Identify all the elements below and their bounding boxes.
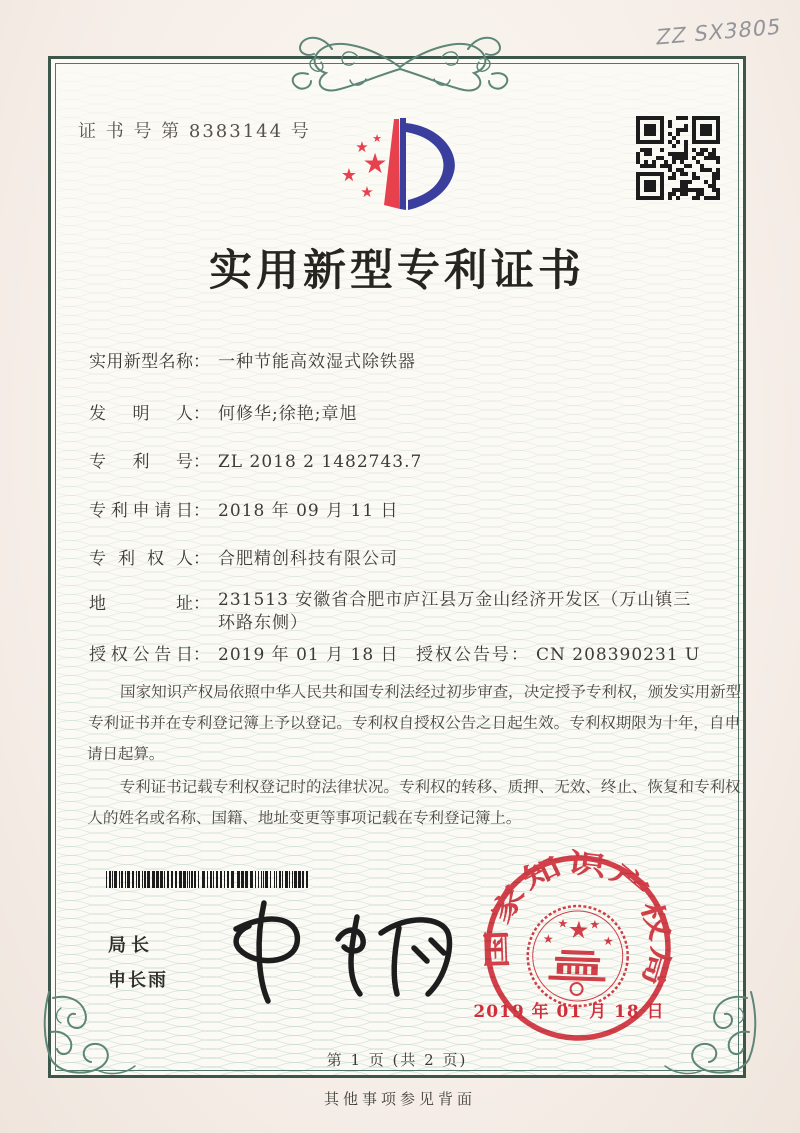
cnipa-logo-icon — [328, 109, 478, 237]
logo-bowl — [406, 123, 455, 210]
qr-code — [636, 116, 720, 200]
legal-paragraph: 国家知识产权局依照中华人民共和国专利法经过初步审查，决定授予专利权，颁发实用新型专利证书并在专利登记簿上予以登记。专利权自授权公告之日起生效。专利权期限为十年，自申请日起算。 — [86, 683, 742, 763]
certificate-number: 证 书 号 第 8383144 号 — [78, 121, 311, 142]
field-value: 2018 年 09 月 11 日 — [218, 501, 399, 521]
field-row-address: 地址： 231513 安徽省合肥市庐江县万金山经济开发区（万山镇三环路东侧） — [89, 589, 698, 635]
legal-paragraph: 专利证书记载专利权登记时的法律状况。专利权的转移、质押、无效、终止、恢复和专利权人的姓名或名称、国籍、地址变更等事项记载在专利登记簿上。 — [87, 778, 741, 827]
star-icon: ★ — [567, 915, 590, 945]
handwritten-code: ZZ SX3805 — [655, 14, 784, 50]
field-label: 地址 — [89, 594, 193, 614]
seal-text: 国家知识产权局 — [481, 847, 677, 981]
field-value: CN 208390231 U — [536, 645, 701, 665]
field-label: 实用新型名称 — [89, 352, 193, 372]
legal-text — [88, 677, 740, 836]
field-label: 专利号 — [89, 452, 193, 472]
national-emblem — [526, 904, 629, 1007]
field-value: ZL 2018 2 1482743.7 — [218, 452, 423, 472]
field-value: 231513 安徽省合肥市庐江县万金山经济开发区（万山镇三环路东侧） — [218, 590, 692, 633]
field-row-patentee: 专利权人： 合肥精创科技有限公司 — [89, 544, 398, 569]
certificate-title: 实用新型专利证书 — [209, 246, 585, 296]
back-side-note: 其他事项参见背面 — [323, 1090, 476, 1108]
field-label: 专利申请日 — [89, 501, 193, 521]
star-icon: ★ — [557, 916, 569, 931]
field-label: 授权公告日 — [89, 645, 193, 665]
field-row-name: 实用新型名称： 一种节能高效湿式除铁器 — [89, 347, 416, 372]
star-icon: ★ — [589, 917, 601, 932]
star-icon: ★ — [340, 165, 358, 186]
field-row-filing-date: 专利申请日： 2018 年 09 月 11 日 — [89, 496, 399, 521]
field-value: 合肥精创科技有限公司 — [218, 549, 398, 569]
director-name: 申长雨 — [108, 970, 168, 991]
field-label: 发明人 — [89, 404, 193, 424]
field-pair-grant-no: 授权公告号： CN 208390231 U — [416, 645, 701, 665]
field-value: 2019 年 01 月 18 日 — [218, 645, 399, 665]
seal-date: 2019 年 01 月 18 日 — [473, 1002, 665, 1022]
star-icon: ★ — [542, 931, 554, 947]
director-signature — [218, 897, 463, 1012]
field-value: 何修华;徐艳;章旭 — [218, 404, 358, 424]
director-title: 局长 — [108, 935, 154, 956]
page-indicator: 第 1 页 (共 2 页) — [326, 1051, 468, 1069]
field-row-inventors: 发明人： 何修华;徐艳;章旭 — [89, 399, 357, 424]
logo-bar — [400, 118, 406, 210]
star-icon: ★ — [602, 933, 614, 949]
star-icon: ★ — [355, 138, 369, 156]
field-value: 一种节能高效湿式除铁器 — [218, 352, 416, 372]
star-icon: ★ — [362, 147, 388, 180]
field-row-grant: 授权公告日： 2019 年 01 月 18 日 授权公告号： CN 208390231 U — [89, 640, 399, 665]
field-label: 授权公告号 — [416, 645, 511, 665]
star-icon: ★ — [360, 183, 374, 201]
logo-stars — [341, 132, 388, 201]
field-label: 专利权人 — [89, 549, 193, 569]
certificate-frame — [48, 56, 746, 1078]
top-border-ornament-icon — [270, 27, 530, 101]
barcode — [106, 871, 311, 888]
field-row-patent-no: 专利号： ZL 2018 2 1482743.7 — [89, 447, 422, 472]
star-icon: ★ — [372, 132, 382, 145]
